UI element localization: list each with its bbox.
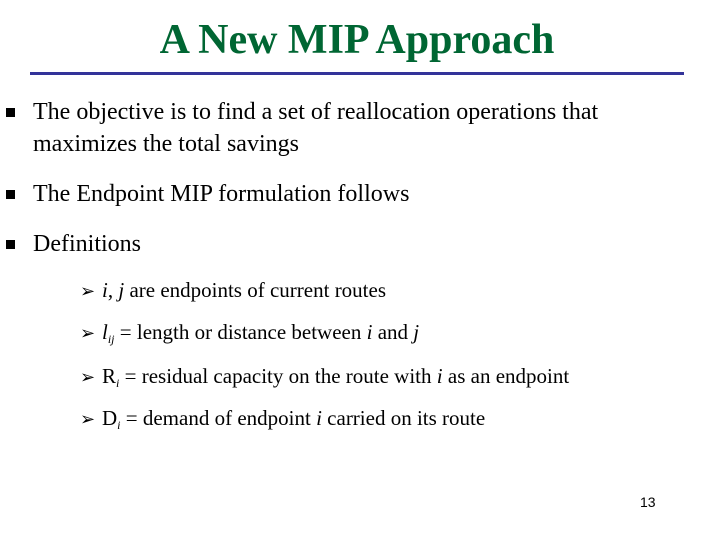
arrow-bullet-icon: ➢ [80, 281, 96, 302]
square-bullet-icon [6, 234, 16, 244]
def-text: as an endpoint [442, 364, 570, 388]
def-var: j [413, 320, 420, 344]
def-text: and [372, 320, 414, 344]
slide-title: A New MIP Approach [159, 17, 555, 63]
title-underline [30, 72, 684, 75]
arrow-bullet-icon: ➢ [80, 367, 96, 388]
def-subscript: i [116, 376, 120, 390]
def-var: i [436, 364, 443, 388]
square-bullet-icon [6, 184, 16, 194]
def-var: D [102, 406, 118, 430]
def-var: i [102, 278, 108, 302]
def-text: are endpoints of current routes [124, 278, 387, 302]
def-text: , [107, 278, 119, 302]
definition-item [80, 318, 680, 348]
definition-item [80, 362, 680, 392]
bullet-text: The objective is to find a set of reallocation operations that maximizes the total savings [33, 99, 599, 157]
definition-item [80, 404, 680, 434]
bullet-text: Definitions [33, 231, 141, 257]
page-number: 13 [640, 494, 656, 510]
def-var: i [316, 406, 322, 430]
arrow-bullet-icon: ➢ [80, 409, 96, 430]
def-var: l [102, 320, 108, 344]
def-text: = residual capacity on the route with [119, 364, 437, 388]
def-var: i [366, 320, 373, 344]
def-subscript: ij [107, 332, 115, 346]
def-text: = length or distance between [114, 320, 367, 344]
definition-item [80, 276, 680, 306]
def-text: = demand of endpoint [120, 406, 317, 430]
arrow-bullet-icon: ➢ [80, 323, 96, 344]
def-text: carried on its route [321, 406, 486, 430]
def-subscript: i [117, 418, 121, 432]
bullet-text: The Endpoint MIP formulation follows [33, 181, 410, 207]
def-var: j [118, 278, 125, 302]
def-var: R [102, 364, 117, 388]
square-bullet-icon [6, 102, 16, 112]
